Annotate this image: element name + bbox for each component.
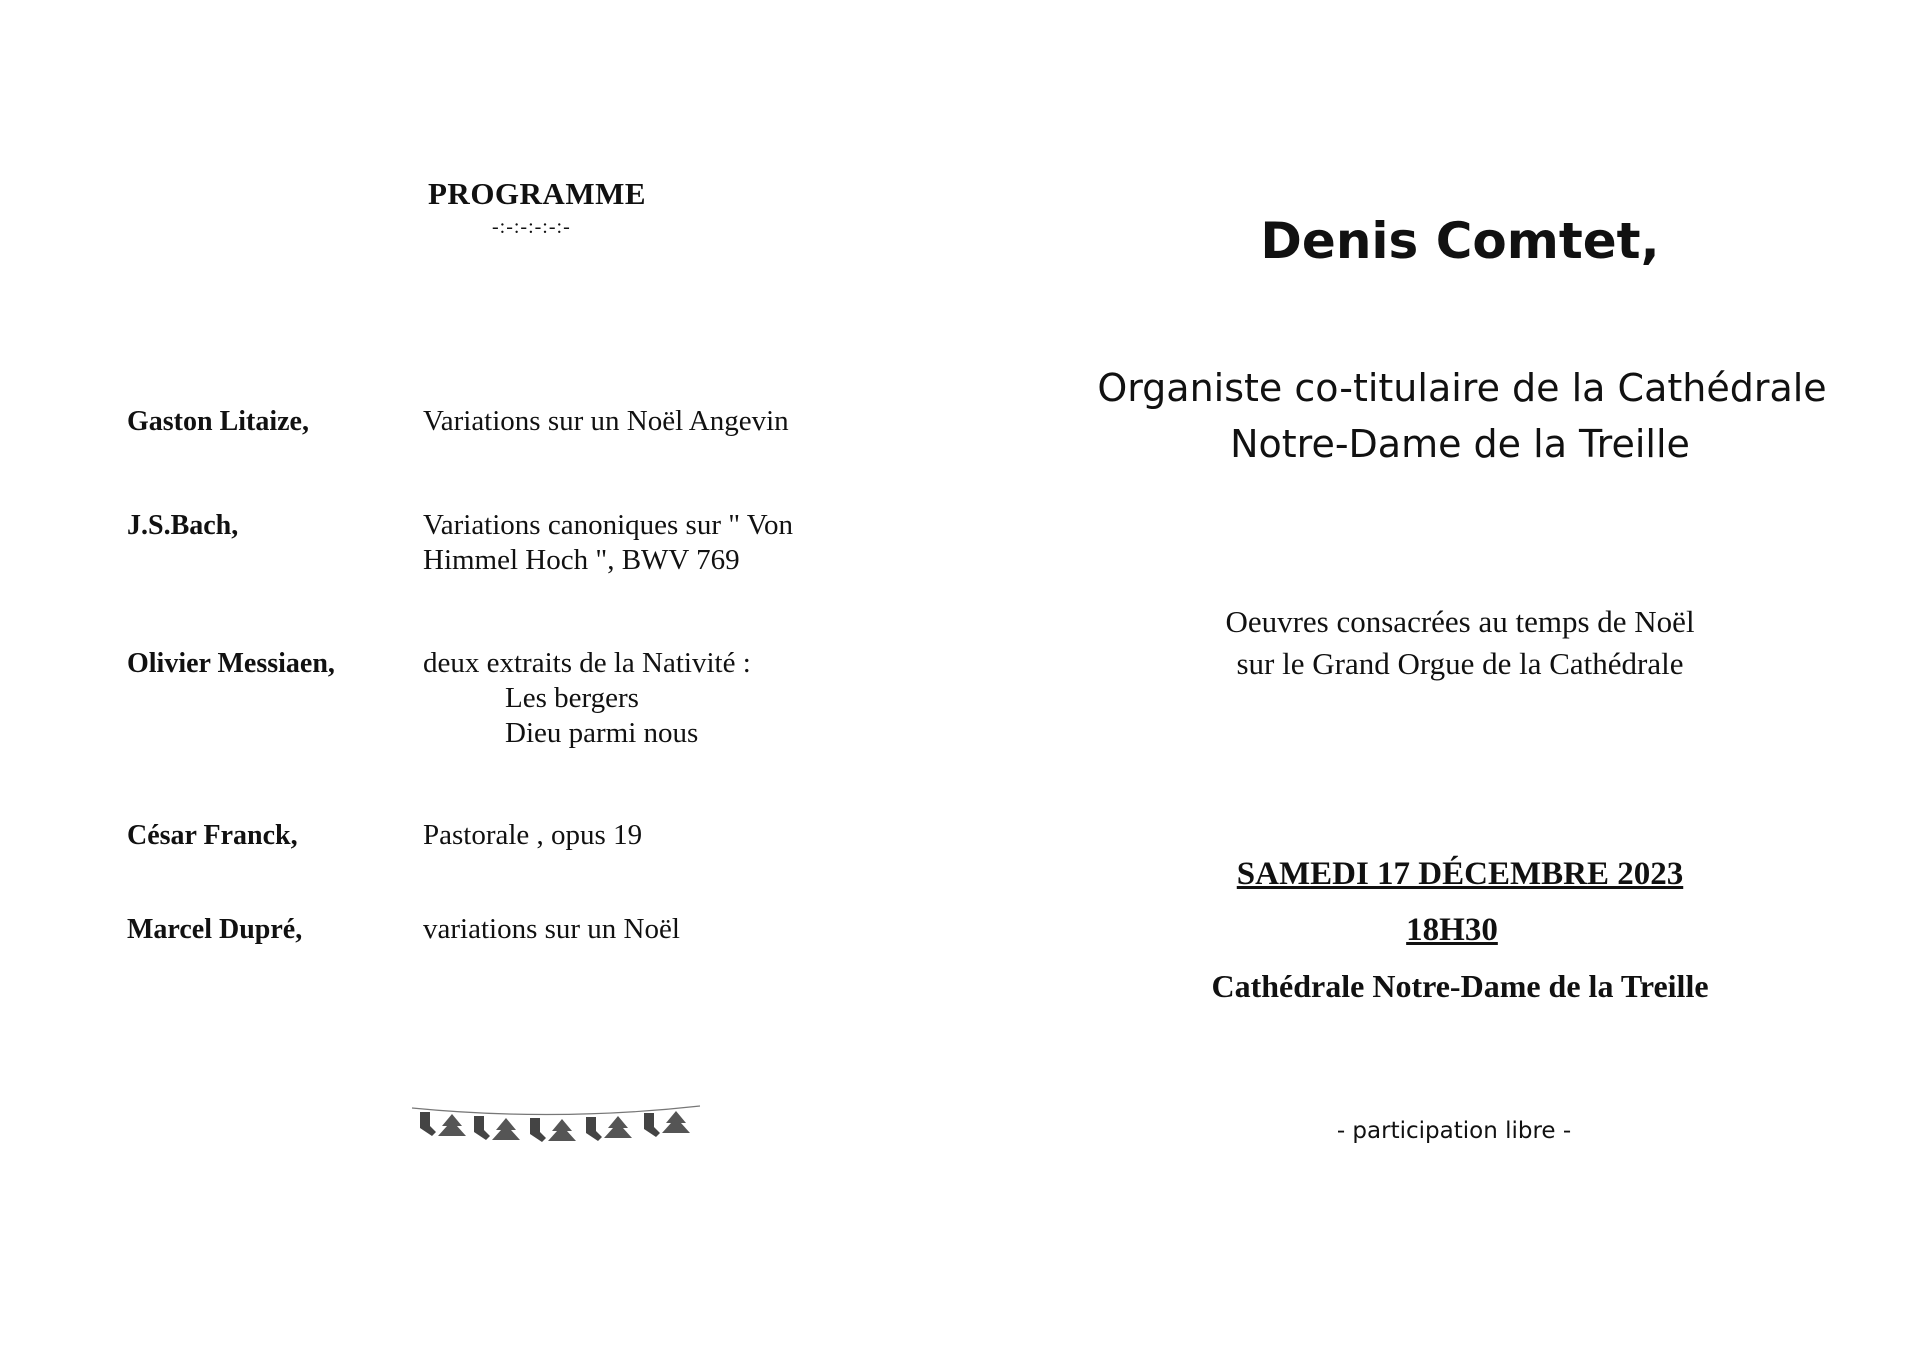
- work-line: Pastorale , opus 19: [423, 819, 643, 851]
- concert-venue: [960, 968, 1920, 1005]
- composer-name: J.S.Bach,: [127, 510, 239, 541]
- composer-name: César Franck,: [127, 820, 298, 851]
- work-title: [423, 646, 751, 751]
- work-line: Himmel Hoch ", BWV 769: [423, 544, 740, 576]
- concert-time: [960, 912, 1920, 949]
- role-line: Notre-Dame de la Treille: [1230, 422, 1690, 466]
- performer-role: [960, 360, 1920, 472]
- composer-name: Gaston Litaize,: [127, 406, 309, 437]
- role-line: Organiste co-titulaire de la Cathédrale: [1097, 366, 1827, 410]
- date-text: SAMEDI 17 DÉCEMBRE 2023: [1236, 856, 1684, 892]
- work-title: [423, 404, 789, 439]
- venue-text: Cathédrale Notre-Dame de la Treille: [1211, 968, 1709, 1004]
- work-title: [423, 508, 793, 578]
- concert-description: [960, 601, 1920, 685]
- work-title: [423, 912, 680, 947]
- work-line: variations sur un Noël: [423, 913, 680, 945]
- work-subline: Les bergers: [505, 682, 639, 714]
- composer-name: Olivier Messiaen,: [127, 648, 335, 679]
- performer-name: Denis Comtet,: [1260, 212, 1660, 270]
- concert-page: [960, 0, 1920, 1358]
- description-line: sur le Grand Orgue de la Cathédrale: [1236, 646, 1684, 681]
- description-line: Oeuvres consacrées au temps de Noël: [1225, 604, 1695, 639]
- composer-name: Marcel Dupré,: [127, 914, 303, 945]
- performer-block: [960, 212, 1920, 270]
- concert-date: [960, 856, 1920, 893]
- participation-text: - participation libre -: [1336, 1118, 1572, 1144]
- christmas-garland-icon: [408, 1100, 704, 1160]
- participation-note: [960, 1118, 1920, 1144]
- work-title: [423, 818, 642, 853]
- programme-divider: -:-:-:-:-:-: [492, 216, 571, 238]
- work-line: Variations sur un Noël Angevin: [423, 405, 789, 437]
- time-text: 18H30: [1406, 912, 1498, 948]
- programme-title: PROGRAMME: [428, 176, 647, 211]
- work-line: Variations canoniques sur " Von: [423, 509, 794, 541]
- work-subline: Dieu parmi nous: [505, 717, 699, 749]
- work-line: deux extraits de la Nativité :: [423, 647, 751, 679]
